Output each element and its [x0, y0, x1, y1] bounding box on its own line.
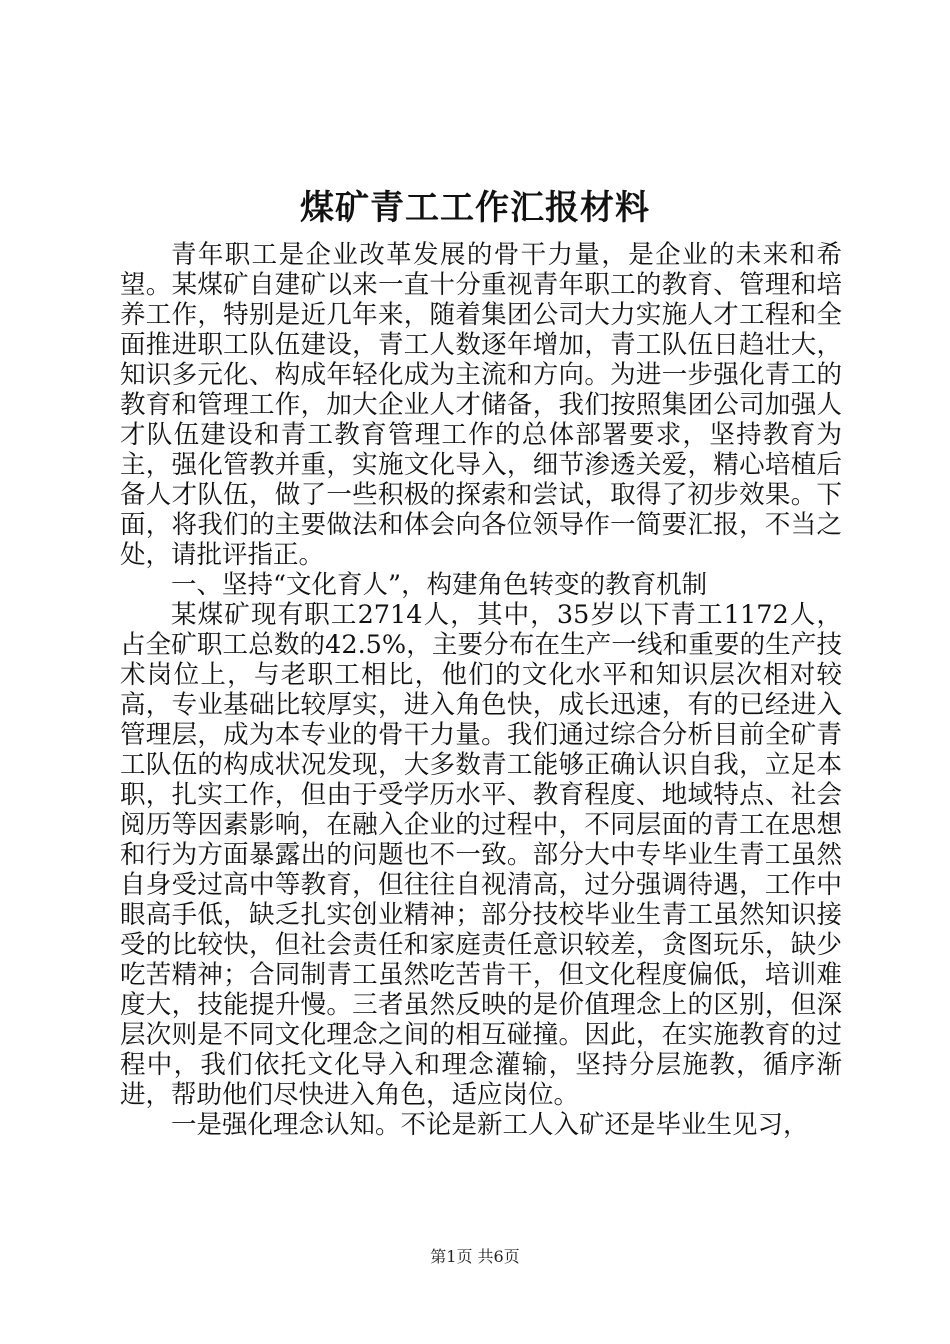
- document-title: 煤矿青工工作汇报材料: [300, 188, 650, 228]
- document-body: [120, 240, 842, 1140]
- paragraph-section-1: 某煤矿现有职工2714人，其中，35岁以下青工1172人，占全矿职工总数的42.5%，主要分布在生产一线和重要的生产技术岗位上，与老职工相比，他们的文化水平和知识层次相对较高，专业基础比较厚实，进入角色快，成长迅速，有的已经进入管理层，成为本专业的骨干力量。我们通过综合分析目前全矿青工队伍的构成状况发现，大多数青工能够正确认识自我，立足本职，扎实工作，但由于受学历水平、教育程度、地域特点、社会阅历等因素影响，在融入企业的过程中，不同层面的青工在思想和行为方面暴露出的问题也不一致。部分大中专毕业生青工虽然自身受过高中等教育，但往往自视清高，过分强调待遇，工作中眼高手低，缺乏扎实创业精神；部分技校毕业生青工虽然知识接受的比较快，但社会责任和家庭责任意识较差，贪图玩乐，缺少吃苦精神；合同制青工虽然吃苦肯干，但文化程度偏低，培训难度大，技能提升慢。三者虽然反映的是价值理念上的区别，但深层次则是不同文化理念之间的相互碰撞。因此，在实施教育的过程中，我们依托文化导入和理念灌输，坚持分层施教，循序渐进，帮助他们尽快进入角色，适应岗位。: [120, 600, 842, 1110]
- paragraph-intro: 青年职工是企业改革发展的骨干力量，是企业的未来和希望。某煤矿自建矿以来一直十分重视青年职工的教育、管理和培养工作，特别是近几年来，随着集团公司大力实施人才工程和全面推进职工队伍建设，青工人数逐年增加，青工队伍日趋壮大，知识多元化、构成年轻化成为主流和方向。为进一步强化青工的教育和管理工作，加大企业人才储备，我们按照集团公司加强人才队伍建设和青工教育管理工作的总体部署要求，坚持教育为主，强化管教并重，实施文化导入，细节渗透关爱，精心培植后备人才队伍，做了一些积极的探索和尝试，取得了初步效果。下面，将我们的主要做法和体会向各位领导作一简要汇报，不当之处，请批评指正。: [120, 240, 842, 570]
- paragraph-point-1: 一是强化理念认知。不论是新工人入矿还是毕业生见习，: [171, 1110, 809, 1140]
- page-number-footer: 第1页 共6页: [430, 1247, 520, 1266]
- section-heading-1: 一、坚持“文化育人”，构建角色转变的教育机制: [171, 570, 708, 600]
